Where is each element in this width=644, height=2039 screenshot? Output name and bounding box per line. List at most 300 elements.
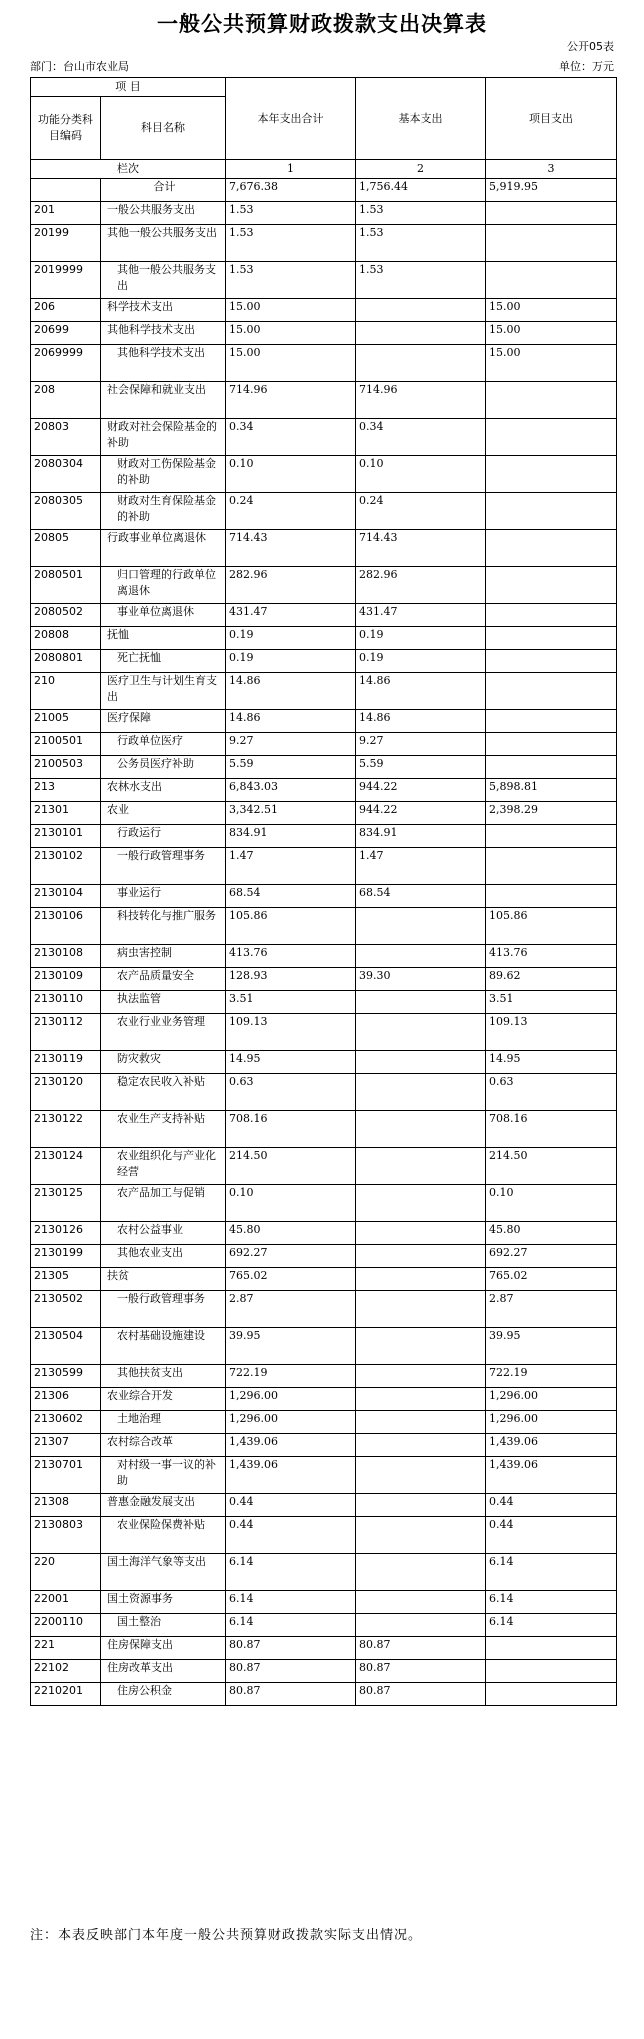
row-basic [356, 1591, 486, 1614]
row-code: 21305 [31, 1268, 101, 1291]
row-total: 1,439.06 [226, 1434, 356, 1457]
row-total: 0.19 [226, 650, 356, 673]
table-row [31, 493, 617, 530]
row-total: 45.80 [226, 1222, 356, 1245]
row-code: 20699 [31, 322, 101, 345]
table-row [31, 382, 617, 419]
row-name: 财政对工伤保险基金的补助 [101, 456, 226, 493]
row-basic [356, 1388, 486, 1411]
row-name: 农村公益事业 [101, 1222, 226, 1245]
row-total: 431.47 [226, 604, 356, 627]
row-code [31, 179, 101, 202]
table-row [31, 848, 617, 885]
row-basic: 68.54 [356, 885, 486, 908]
row-basic: 944.22 [356, 802, 486, 825]
row-basic [356, 1111, 486, 1148]
form-code: 公开05表 [567, 40, 614, 53]
row-name: 行政运行 [101, 825, 226, 848]
header-col3: 3 [486, 160, 617, 179]
table-row [31, 710, 617, 733]
row-total: 128.93 [226, 968, 356, 991]
row-project: 6.14 [486, 1554, 617, 1591]
row-name: 土地治理 [101, 1411, 226, 1434]
row-project: 0.10 [486, 1185, 617, 1222]
row-basic: 1.53 [356, 262, 486, 299]
row-total: 6.14 [226, 1614, 356, 1637]
row-name: 农业组织化与产业化经营 [101, 1148, 226, 1185]
row-basic [356, 1411, 486, 1434]
row-basic [356, 345, 486, 382]
row-basic: 5.59 [356, 756, 486, 779]
row-total: 714.43 [226, 530, 356, 567]
row-name: 农业 [101, 802, 226, 825]
department-label: 部门：台山市农业局 [30, 60, 129, 73]
row-name: 国土整治 [101, 1614, 226, 1637]
row-total: 3.51 [226, 991, 356, 1014]
footnote: 注：本表反映部门本年度一般公共预算财政拨款实际支出情况。 [30, 1928, 423, 1943]
row-project: 89.62 [486, 968, 617, 991]
row-basic [356, 1051, 486, 1074]
row-name: 农业行业业务管理 [101, 1014, 226, 1051]
table-row [31, 1148, 617, 1185]
row-code: 2130104 [31, 885, 101, 908]
table-row [31, 225, 617, 262]
row-project: 6.14 [486, 1614, 617, 1637]
row-name: 科学技术支出 [101, 299, 226, 322]
table-row [31, 1365, 617, 1388]
row-code: 2080801 [31, 650, 101, 673]
table-row [31, 825, 617, 848]
row-total: 109.13 [226, 1014, 356, 1051]
row-name: 农业生产支持补贴 [101, 1111, 226, 1148]
row-total: 15.00 [226, 345, 356, 382]
table-row [31, 419, 617, 456]
row-name: 防灾救灾 [101, 1051, 226, 1074]
row-total: 765.02 [226, 1268, 356, 1291]
table-row [31, 1683, 617, 1706]
row-code: 213 [31, 779, 101, 802]
row-total: 5.59 [226, 756, 356, 779]
row-basic [356, 1074, 486, 1111]
row-total: 1,296.00 [226, 1411, 356, 1434]
row-basic: 0.34 [356, 419, 486, 456]
row-project [486, 225, 617, 262]
row-total: 80.87 [226, 1660, 356, 1683]
row-name: 住房保障支出 [101, 1637, 226, 1660]
row-total: 80.87 [226, 1683, 356, 1706]
table-row [31, 1051, 617, 1074]
row-code: 2130701 [31, 1457, 101, 1494]
row-name: 财政对社会保险基金的补助 [101, 419, 226, 456]
row-project: 6.14 [486, 1591, 617, 1614]
header-name: 科目名称 [101, 97, 226, 160]
row-code: 2130199 [31, 1245, 101, 1268]
row-code: 2130108 [31, 945, 101, 968]
row-project [486, 848, 617, 885]
row-basic: 0.10 [356, 456, 486, 493]
row-code: 2200110 [31, 1614, 101, 1637]
row-basic [356, 1245, 486, 1268]
row-code: 2080501 [31, 567, 101, 604]
row-name: 行政单位医疗 [101, 733, 226, 756]
row-name: 对村级一事一议的补助 [101, 1457, 226, 1494]
row-basic [356, 1291, 486, 1328]
row-total: 714.96 [226, 382, 356, 419]
table-row [31, 299, 617, 322]
row-project: 1,296.00 [486, 1411, 617, 1434]
row-project: 722.19 [486, 1365, 617, 1388]
row-basic: 1.53 [356, 225, 486, 262]
header-lanci: 栏次 [31, 160, 226, 179]
table-row [31, 968, 617, 991]
table-row [31, 456, 617, 493]
row-code: 2130803 [31, 1517, 101, 1554]
row-total: 6.14 [226, 1554, 356, 1591]
row-project [486, 1637, 617, 1660]
table-row [31, 1591, 617, 1614]
row-project [486, 733, 617, 756]
header-basic: 基本支出 [356, 78, 486, 160]
row-basic: 14.86 [356, 710, 486, 733]
table-row [31, 1434, 617, 1457]
row-total: 80.87 [226, 1637, 356, 1660]
table-row [31, 604, 617, 627]
total-row [31, 179, 617, 202]
table-row [31, 345, 617, 382]
row-code: 2130112 [31, 1014, 101, 1051]
row-total: 15.00 [226, 322, 356, 345]
row-total: 68.54 [226, 885, 356, 908]
table-row [31, 1111, 617, 1148]
row-code: 206 [31, 299, 101, 322]
row-basic [356, 1365, 486, 1388]
row-basic: 944.22 [356, 779, 486, 802]
row-total: 1.53 [226, 225, 356, 262]
table-row [31, 673, 617, 710]
row-total: 0.24 [226, 493, 356, 530]
table-row [31, 627, 617, 650]
row-total: 214.50 [226, 1148, 356, 1185]
row-basic: 282.96 [356, 567, 486, 604]
row-project: 413.76 [486, 945, 617, 968]
row-total: 0.44 [226, 1517, 356, 1554]
row-basic: 431.47 [356, 604, 486, 627]
row-project [486, 825, 617, 848]
row-code: 210 [31, 673, 101, 710]
row-basic: 714.43 [356, 530, 486, 567]
row-project [486, 530, 617, 567]
row-total: 0.19 [226, 627, 356, 650]
row-code: 20803 [31, 419, 101, 456]
row-project: 15.00 [486, 345, 617, 382]
row-project: 5,919.95 [486, 179, 617, 202]
row-project [486, 627, 617, 650]
row-basic [356, 322, 486, 345]
row-total: 14.86 [226, 673, 356, 710]
row-code: 2130124 [31, 1148, 101, 1185]
row-basic: 1,756.44 [356, 179, 486, 202]
row-total: 1.53 [226, 202, 356, 225]
table-row [31, 1554, 617, 1591]
row-code: 21306 [31, 1388, 101, 1411]
row-code: 21005 [31, 710, 101, 733]
row-total: 15.00 [226, 299, 356, 322]
row-project [486, 419, 617, 456]
row-basic: 80.87 [356, 1637, 486, 1660]
row-code: 2130602 [31, 1411, 101, 1434]
row-basic [356, 908, 486, 945]
header-code: 功能分类科目编码 [31, 97, 101, 160]
row-total: 722.19 [226, 1365, 356, 1388]
row-total: 105.86 [226, 908, 356, 945]
row-project [486, 567, 617, 604]
row-code: 21301 [31, 802, 101, 825]
header-col2: 2 [356, 160, 486, 179]
row-project: 1,439.06 [486, 1457, 617, 1494]
row-name: 其他农业支出 [101, 1245, 226, 1268]
row-total: 39.95 [226, 1328, 356, 1365]
row-total: 692.27 [226, 1245, 356, 1268]
header-row-lanci [31, 160, 617, 179]
row-project: 45.80 [486, 1222, 617, 1245]
row-total: 0.10 [226, 1185, 356, 1222]
table-row [31, 802, 617, 825]
row-name: 医疗卫生与计划生育支出 [101, 673, 226, 710]
row-basic: 1.47 [356, 848, 486, 885]
table-row [31, 322, 617, 345]
row-total: 3,342.51 [226, 802, 356, 825]
row-basic: 9.27 [356, 733, 486, 756]
header-xiangmu: 项 目 [31, 78, 226, 97]
header-project: 项目支出 [486, 78, 617, 160]
row-total: 1.47 [226, 848, 356, 885]
row-code: 2100501 [31, 733, 101, 756]
row-code: 2019999 [31, 262, 101, 299]
row-total: 708.16 [226, 1111, 356, 1148]
header-row-project [31, 78, 617, 97]
row-code: 2130126 [31, 1222, 101, 1245]
row-name: 执法监管 [101, 991, 226, 1014]
row-name: 稳定农民收入补贴 [101, 1074, 226, 1111]
row-name: 其他扶贫支出 [101, 1365, 226, 1388]
row-name: 农业保险保费补贴 [101, 1517, 226, 1554]
row-basic [356, 1434, 486, 1457]
row-project: 0.44 [486, 1494, 617, 1517]
row-name: 事业单位离退休 [101, 604, 226, 627]
page-title: 一般公共预算财政拨款支出决算表 [157, 12, 487, 36]
row-name: 农业综合开发 [101, 1388, 226, 1411]
row-name: 一般行政管理事务 [101, 848, 226, 885]
row-basic: 39.30 [356, 968, 486, 991]
row-code: 21308 [31, 1494, 101, 1517]
row-basic: 1.53 [356, 202, 486, 225]
row-project: 15.00 [486, 299, 617, 322]
row-code: 2080502 [31, 604, 101, 627]
row-code: 2130120 [31, 1074, 101, 1111]
table-row [31, 908, 617, 945]
row-total: 6,843.03 [226, 779, 356, 802]
row-basic [356, 1614, 486, 1637]
row-code: 2130106 [31, 908, 101, 945]
row-code: 2130504 [31, 1328, 101, 1365]
row-project: 708.16 [486, 1111, 617, 1148]
row-basic [356, 1517, 486, 1554]
row-name: 行政事业单位离退休 [101, 530, 226, 567]
row-project [486, 756, 617, 779]
row-project [486, 673, 617, 710]
table-row [31, 530, 617, 567]
row-project: 0.44 [486, 1517, 617, 1554]
row-name: 住房公积金 [101, 1683, 226, 1706]
row-basic: 0.19 [356, 627, 486, 650]
row-project: 1,439.06 [486, 1434, 617, 1457]
row-name: 其他一般公共服务支出 [101, 262, 226, 299]
row-project: 765.02 [486, 1268, 617, 1291]
row-total: 0.10 [226, 456, 356, 493]
row-total: 834.91 [226, 825, 356, 848]
row-basic: 80.87 [356, 1683, 486, 1706]
table-row [31, 1185, 617, 1222]
row-basic: 80.87 [356, 1660, 486, 1683]
table-row [31, 1074, 617, 1111]
row-name: 抚恤 [101, 627, 226, 650]
row-name: 事业运行 [101, 885, 226, 908]
row-basic [356, 991, 486, 1014]
row-basic [356, 1014, 486, 1051]
row-name: 社会保障和就业支出 [101, 382, 226, 419]
row-total: 413.76 [226, 945, 356, 968]
row-code: 22001 [31, 1591, 101, 1614]
row-basic [356, 1457, 486, 1494]
row-basic [356, 1222, 486, 1245]
table-row [31, 1222, 617, 1245]
row-name: 公务员医疗补助 [101, 756, 226, 779]
table-row [31, 1291, 617, 1328]
row-name: 病虫害控制 [101, 945, 226, 968]
table-row [31, 1411, 617, 1434]
row-total: 7,676.38 [226, 179, 356, 202]
row-name: 死亡抚恤 [101, 650, 226, 673]
row-project: 39.95 [486, 1328, 617, 1365]
row-name: 其他科学技术支出 [101, 345, 226, 382]
expenditure-table [30, 77, 617, 1706]
table-row [31, 1517, 617, 1554]
table-row [31, 650, 617, 673]
table-row [31, 567, 617, 604]
row-code: 220 [31, 1554, 101, 1591]
table-row [31, 1457, 617, 1494]
row-basic: 0.24 [356, 493, 486, 530]
row-total: 2.87 [226, 1291, 356, 1328]
row-name: 合计 [101, 179, 226, 202]
row-code: 2130125 [31, 1185, 101, 1222]
row-total: 1.53 [226, 262, 356, 299]
row-total: 0.34 [226, 419, 356, 456]
row-project [486, 604, 617, 627]
row-code: 2080304 [31, 456, 101, 493]
table-row [31, 1614, 617, 1637]
row-total: 14.86 [226, 710, 356, 733]
header-col1: 1 [226, 160, 356, 179]
table-row [31, 1660, 617, 1683]
row-name: 其他一般公共服务支出 [101, 225, 226, 262]
row-code: 2130109 [31, 968, 101, 991]
row-name: 农产品加工与促销 [101, 1185, 226, 1222]
row-code: 2130102 [31, 848, 101, 885]
row-code: 2210201 [31, 1683, 101, 1706]
table-row [31, 1637, 617, 1660]
row-code: 2080305 [31, 493, 101, 530]
unit-label: 单位：万元 [559, 60, 614, 73]
row-project [486, 493, 617, 530]
row-project [486, 1683, 617, 1706]
row-name: 国土资源事务 [101, 1591, 226, 1614]
header-total: 本年支出合计 [226, 78, 356, 160]
row-basic: 0.19 [356, 650, 486, 673]
row-name: 医疗保障 [101, 710, 226, 733]
row-name: 归口管理的行政单位离退休 [101, 567, 226, 604]
row-code: 2130502 [31, 1291, 101, 1328]
row-basic [356, 1554, 486, 1591]
row-project: 5,898.81 [486, 779, 617, 802]
row-code: 2130110 [31, 991, 101, 1014]
table-row [31, 1014, 617, 1051]
row-name: 一般行政管理事务 [101, 1291, 226, 1328]
row-code: 22102 [31, 1660, 101, 1683]
row-project [486, 1660, 617, 1683]
table-row [31, 1494, 617, 1517]
row-total: 9.27 [226, 733, 356, 756]
table-row [31, 1328, 617, 1365]
row-basic [356, 1268, 486, 1291]
row-project [486, 710, 617, 733]
row-project: 105.86 [486, 908, 617, 945]
row-basic: 834.91 [356, 825, 486, 848]
row-name: 农林水支出 [101, 779, 226, 802]
row-total: 282.96 [226, 567, 356, 604]
row-name: 扶贫 [101, 1268, 226, 1291]
row-code: 2069999 [31, 345, 101, 382]
row-total: 6.14 [226, 1591, 356, 1614]
row-code: 2130122 [31, 1111, 101, 1148]
row-name: 农产品质量安全 [101, 968, 226, 991]
row-name: 科技转化与推广服务 [101, 908, 226, 945]
row-total: 0.63 [226, 1074, 356, 1111]
row-total: 1,439.06 [226, 1457, 356, 1494]
table-row [31, 779, 617, 802]
row-project: 692.27 [486, 1245, 617, 1268]
row-name: 财政对生育保险基金的补助 [101, 493, 226, 530]
row-project: 15.00 [486, 322, 617, 345]
row-basic [356, 299, 486, 322]
table-row [31, 991, 617, 1014]
row-project [486, 456, 617, 493]
row-code: 21307 [31, 1434, 101, 1457]
table-row [31, 262, 617, 299]
row-total: 1,296.00 [226, 1388, 356, 1411]
row-total: 14.95 [226, 1051, 356, 1074]
row-code: 20808 [31, 627, 101, 650]
table-row [31, 885, 617, 908]
row-code: 20199 [31, 225, 101, 262]
table-row [31, 202, 617, 225]
row-basic [356, 1185, 486, 1222]
row-project: 109.13 [486, 1014, 617, 1051]
table-row [31, 733, 617, 756]
row-basic [356, 945, 486, 968]
table-row [31, 1245, 617, 1268]
row-name: 普惠金融发展支出 [101, 1494, 226, 1517]
